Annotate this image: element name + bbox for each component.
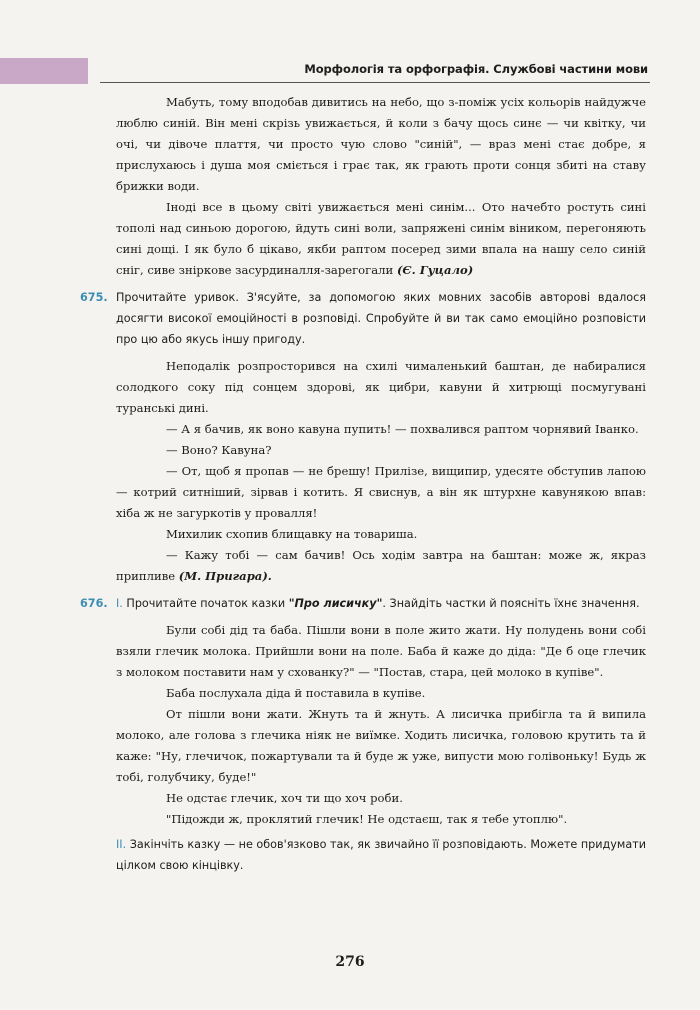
subtask-marker: І. — [116, 597, 123, 610]
task-number: 675. — [80, 291, 108, 304]
page-content — [80, 92, 646, 876]
paragraph-sky-blue: Мабуть, тому вподобав дивитись на небо, що з-поміж усіх кольорів найдужче люблю синій. Він мені скрізь увижається, й коли з бачу щось синє — чи квітку, чи очі, чи дівоче плаття, чи просто чую слово "синій", — враз мені стає добре, я прислухаюсь і душа моя сміється і грає так, як грають проти сонця збиті на ставу брижки води. — [116, 95, 646, 193]
dialogue-line: — А я бачив, як воно кавуна пупить! — похвалився раптом чорнявий Іванко. — [166, 422, 639, 436]
task-676 — [80, 593, 646, 614]
tale-paragraph: "Підожди ж, проклятий глечик! Не одстаєш, так я тебе утоплю". — [166, 812, 568, 826]
instruction-rest: . Знайдіть частки й поясніть їхнє значення. — [382, 597, 640, 610]
dialogue-line — [80, 545, 646, 587]
task-instruction — [116, 593, 646, 614]
dialogue-line: — Воно? Кавуна? — [166, 443, 272, 457]
tale-paragraph: Баба послухала діда й поставила в купіве. — [166, 686, 426, 700]
tale-paragraph: От пішли вони жати. Жнуть та й жнуть. А лисичка прибігла та й випила молоко, але голова з глечика ніяк не виїмке. Ходить лисичка, головою крутить та й каже: "Ну, глечичок, пожартували та й буде ж уже, випусти мою голівоньку! Будь ж тобі, голубчику, буде!" — [116, 707, 646, 784]
subtask-marker: II. — [116, 838, 127, 851]
dialogue-line: — От, щоб я пропав — не брешу! Прилізе, вищипир, удесяте обступив лапою — котрий ситніший, зірвав і котить. Я свиснув, а він як штурхне кавунякою впав: хіба ж не загуркотів у провалля! — [116, 464, 646, 520]
author-attribution: (Є. Гуцало) — [396, 263, 474, 277]
instruction-lead: Прочитайте початок казки — [126, 597, 286, 610]
page-number: 276 — [335, 954, 365, 970]
task-number: 676. — [80, 597, 108, 610]
paragraph-blue-world — [80, 197, 646, 281]
excerpt-paragraph: Михилик схопив блищавку на товариша. — [166, 527, 418, 541]
task-675 — [80, 287, 646, 350]
tale-paragraph: Не одстає глечик, хоч ти що хоч роби. — [166, 791, 403, 805]
subtask-2 — [80, 834, 646, 876]
tale-paragraph: Були собі дід та баба. Пішли вони в поле жито жати. Ну полудень вони собі взяли глечик молока. Прийшли вони на поле. Баба й каже до діда: "Де б оце глечик з молоком поставити нам у схованку?" — "Постав, стара, цей молоко в купіве". — [116, 623, 646, 679]
subtask-text: Закінчіть казку — не обов'язково так, як звичайно її розповідають. Можете придумати цілком свою кінцівку. — [116, 838, 646, 872]
paragraph-blue-world-text: Іноді все в цьому світі увижається мені синім... Ото начебто ростуть сині тополі над синьою дорогою, йдуть сині воли, запряжені синім віником, перегоняють сині дощі. І як було б цікаво, якби раптом посеред зими впала на нашу село синій сніг, сиве зніркове засурдиналля-зарегогали — [116, 200, 646, 277]
author-attribution: (М. Пригара). — [178, 569, 272, 583]
running-header: Морфологія та орфографія. Службові частини мови — [304, 62, 648, 76]
tale-title: "Про лисичку" — [288, 597, 383, 610]
task-instruction: Прочитайте уривок. З'ясуйте, за допомогою яких мовних засобів авторові вдалося досягти високої емоційності в розповіді. Спробуйте й ви так само емоційно розповісти про цю або якусь іншу пригоду. — [116, 291, 646, 346]
excerpt-paragraph: Неподалік розпросторився на схилі чималенький баштан, де набиралися солодкого соку під сонцем здорові, як цибри, кавуни й хитрющі посмугувані туранські дині. — [116, 359, 646, 415]
chapter-color-tab — [0, 58, 88, 84]
header-rule — [100, 82, 650, 83]
dialogue-line-text: — Кажу тобі — сам бачив! Ось ходім завтра на баштан: може ж, якраз припливе — [116, 548, 646, 583]
